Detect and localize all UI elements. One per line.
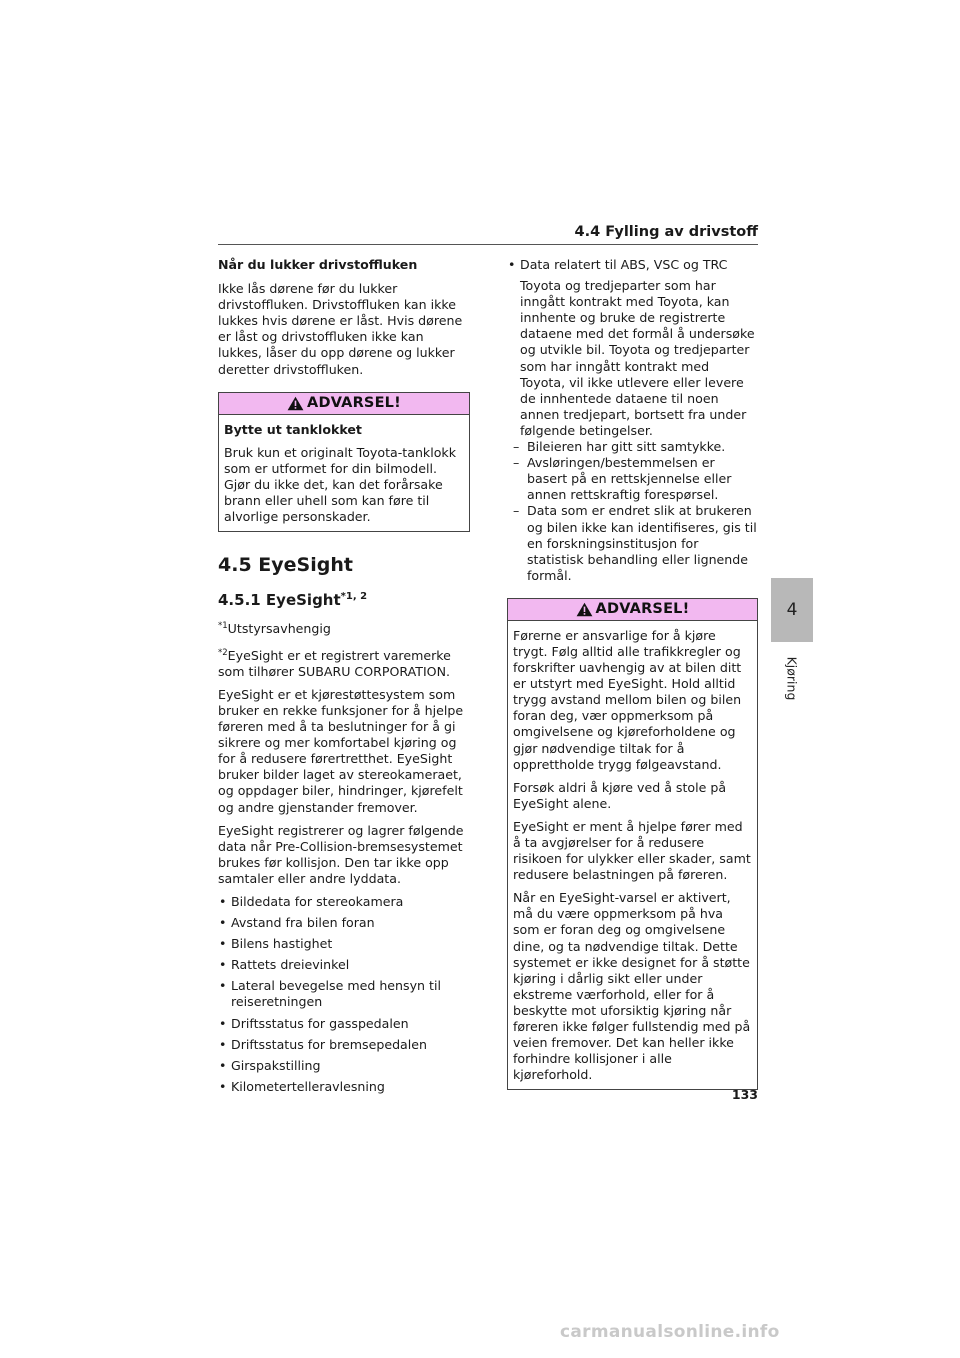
footnote-2-mark: *2	[218, 647, 228, 658]
warning-box-eyesight	[507, 598, 758, 1091]
footnote-2	[218, 645, 470, 680]
left-column	[218, 257, 470, 1100]
chapter-label	[771, 648, 813, 708]
section-heading-eyesight: 4.5 EyeSight	[218, 554, 353, 577]
subsection-footnote-marks: *1, 2	[340, 591, 368, 603]
right-column	[507, 257, 758, 1090]
eyesight-data-paragraph: EyeSight registrerer og lagrer følgende data når Pre-Collision-bremsesystemet brukes før kollisjon. Den tar ikke opp samtaler eller andre lyddata.	[218, 822, 464, 886]
warning-paragraph: Når en EyeSight-varsel er aktivert, må du være oppmerksom på hva som er foran deg og omgivelsene dine, og ta nødvendige tiltak. Dette systemet er ikke designet for å støtte kjøring i dårlig sikt eller under ekstreme værforhold, eller for å beskytte mot uforsiktig kjøring når føreren ikke følger fullstendig med på veien fremover. Det kan heller ikke forhindre kollisjoner i alle kjøreforhold.	[513, 890, 751, 1083]
warning-triangle-icon	[576, 602, 593, 617]
third-party-paragraph: Toyota og tredjeparter som har inngått kontrakt med Toyota, kan innhente og bruke de registrerte dataene med det formål å undersøke og utvikle bil. Toyota og tredjeparter som har inngått kontrakt med Toyota, vil ikke utlevere eller levere de innhentede dataene til noen annen tredjepart, bortsett fra under følgende betingelser.	[520, 278, 755, 438]
list-item: • Girspakstilling	[218, 1058, 470, 1074]
warning-header	[219, 393, 469, 415]
chapter-number: 4	[786, 600, 798, 620]
list-item: • Lateral bevegelse med hensyn til reiseretningen	[218, 978, 470, 1010]
eyesight-intro-paragraph: EyeSight er et kjørestøttesystem som bruker en rekke funksjoner for å hjelpe føreren med å ta beslutninger for å gi sikrere og mer komfortabel kjøring og for å redusere førertretthet. EyeSight bruker bilder laget av stereokameraet, og oppdager biler, hindringer, kjørefelt og andre gjenstander fremover.	[218, 686, 464, 815]
conditions-list	[507, 439, 758, 584]
warning-text: Bruk kun et originalt Toyota-tanklokk som er utformet for din bilmodell. Gjør du ikke det, kan det forårsake brann eller uhell som kan føre til alvorlige personskader.	[224, 444, 457, 525]
warning-paragraph: EyeSight er ment å hjelpe fører med å ta avgjørelser for å redusere risikoen for ulykker eller skader, samt redusere belastningen på føreren.	[513, 818, 751, 883]
list-item: • Bilens hastighet	[218, 936, 470, 952]
chapter-tab	[771, 578, 813, 642]
fuel-lid-heading: Når du lukker drivstoffluken	[218, 257, 418, 272]
list-item: • Data relatert til ABS, VSC og TRC	[507, 257, 758, 273]
section-header-title: 4.4 Fylling av drivstoff	[574, 224, 758, 240]
footnote-2-text: EyeSight er et registrert varemerke som tilhører SUBARU CORPORATION.	[218, 647, 451, 679]
recorded-data-list	[218, 894, 470, 1095]
warning-box-fuel-cap	[218, 392, 470, 533]
list-item: • Kilometertelleravlesning	[218, 1079, 470, 1095]
subsection-title: 4.5.1 EyeSight	[218, 591, 341, 610]
list-item: – Avsløringen/bestemmelsen er basert på en rettskjennelse eller annen rettskraftig forespørsel.	[513, 455, 758, 503]
page-number: 133	[731, 1087, 758, 1102]
chapter-label-text: Kjøring	[784, 656, 800, 700]
footnote-1-mark: *1	[218, 621, 228, 632]
warning-paragraph: Førerne er ansvarlige for å kjøre trygt. Følg alltid alle trafikkregler og forskrifter uavhengig av at bilen ditt er utstyrt med EyeSight. Hold alltid trygg avstand mellom bilen og bilen foran deg, vær oppmerksom på omgivelsene og kjøreforholdene og gjør nødvendige tiltak for å opprettholde trygg følgeavstand.	[513, 627, 742, 772]
warning-header	[508, 599, 757, 621]
warning-triangle-icon	[287, 396, 304, 411]
list-item: – Bileieren har gitt sitt samtykke.	[513, 439, 758, 455]
footnote-1	[218, 618, 470, 637]
list-item: • Rattets dreievinkel	[218, 957, 470, 973]
list-item: • Avstand fra bilen foran	[218, 915, 470, 931]
watermark: carmanualsonline.info	[560, 1322, 780, 1342]
list-item: – Data som er endret slik at brukeren og bilen ikke kan identifiseres, gis til en forskningsinstitusjon for statistisk behandling eller lignende formål.	[513, 503, 758, 583]
list-item: • Driftsstatus for gasspedalen	[218, 1016, 470, 1032]
list-item: • Driftsstatus for bremsepedalen	[218, 1037, 470, 1053]
abs-data-list	[507, 257, 758, 273]
warning-label: ADVARSEL!	[595, 601, 690, 618]
subsection-heading-eyesight	[218, 587, 470, 610]
warning-title: Bytte ut tanklokket	[224, 421, 362, 437]
warning-label: ADVARSEL!	[307, 395, 401, 412]
list-item: • Bildedata for stereokamera	[218, 894, 470, 910]
footnote-1-text: Utstyrsavhengig	[227, 621, 331, 637]
header-rule	[218, 244, 758, 245]
warning-paragraph: Forsøk aldri å kjøre ved å stole på EyeSight alene.	[513, 779, 727, 811]
fuel-lid-text: Ikke lås dørene før du lukker drivstoffluken. Drivstoffluken kan ikke lukkes hvis dørene er låst. Hvis dørene er låst og drivstoffluken ikke kan lukkes, låser du opp dørene og lukker deretter drivstoffluken.	[218, 281, 463, 377]
